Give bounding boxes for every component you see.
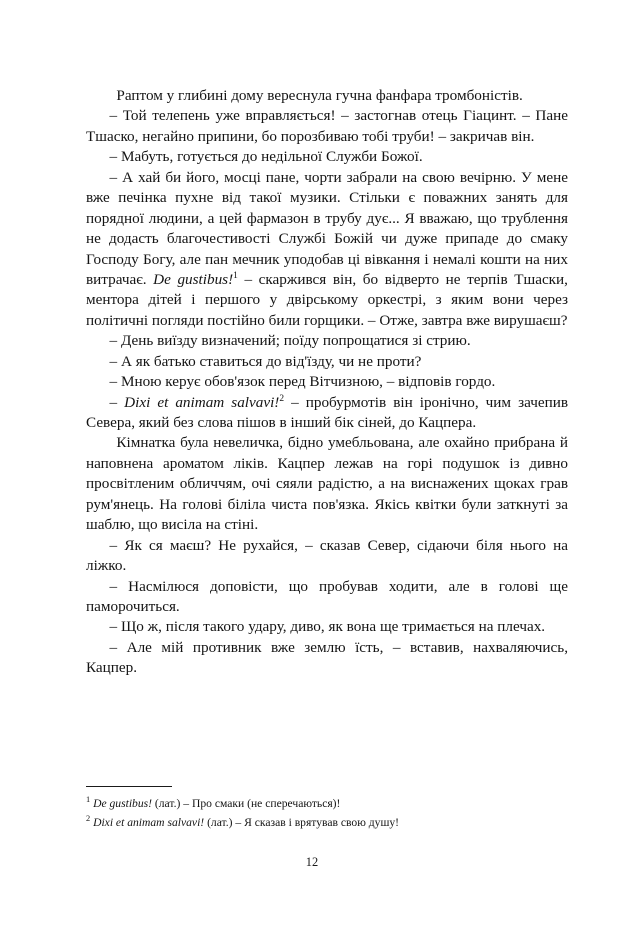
body-paragraph: – А як батько ставиться до від'їзду, чи не проти? (109, 352, 422, 370)
body-paragraph: Кімнатка була невеличка, бідно умебльована, але охайно прибрана й наповнена ароматом ліків. Кацпер лежав на горі подушок із дивно просвітленим обличчям, очі сяяли радістю, а на виснажених щоках грав рум'янець. На голові біліла чиста пов'язка. Якісь квітки були заткнуті за шаблю, що висіла на стіні. (86, 434, 568, 534)
italic-phrase: Dixi et animam salvavi! (124, 393, 280, 411)
body-paragraph: Раптом у глибині дому вереснула гучна фанфара тромбоністів. (116, 87, 523, 104)
page-number: 12 (305, 855, 319, 869)
body-paragraph: – Насмілюся доповісти, що пробував ходити, але в голові ще паморочиться. (86, 577, 568, 615)
body-paragraph: – Мабуть, готується до недільної Служби Божої. (109, 148, 423, 166)
body-paragraph: – А хай би його, мосці пане, чорти забрали на свою вечірню. У мене вже печінка пухне від такої музики. Стільки є поважних занять для порядної людини, а цей фармазон в трубу дує... Я вважаю, що трублення не додасть благочестивості Службі Божій чи дуже припаде до смаку Господу Богу, але пан мечник уподобав ці вівкання і немалі кошти на них витрачає. De gustibus!$^1$ – скаржився він, бо відверто не терпів Тшаски, ментора дітей і першого у двірському оркестрі, з яким вони через політичні погляди постійно били горщики. – Отже, завтра вже вирушаєш? (86, 168, 568, 329)
italic-phrase: Dixi et animam salvavi! (93, 816, 205, 830)
body-paragraph: – Той телепень уже вправляється! – застогнав отець Гіацинт. – Пане Тшаско, негайно припини, бо порозбиваю тобі труби! – закричав він. (86, 107, 568, 145)
body-paragraph: – Що ж, після такого удару, диво, як вона ще тримається на плечах. (109, 618, 546, 636)
page-body (86, 86, 568, 679)
footnote-marker[interactable]: 1 (233, 270, 238, 281)
body-paragraph: – Мною керує обов'язок перед Вітчизною, – відповів гордо. (109, 373, 496, 391)
footnote-item: $^2$ Dixi et animam salvavi! (лат.) – Я сказав і врятував свою душу! (86, 814, 400, 830)
body-paragraph: – Як ся маєш? Не рухайся, – сказав Север, сідаючи біля нього на ліжко. (86, 536, 568, 575)
footnote-item-marker: 2 (86, 814, 91, 824)
italic-phrase: De gustibus! (153, 270, 234, 288)
body-paragraph: – Dixi et animam salvavi!$^2$ – пробурмотів він іронічно, чим зачепив Севера, який без слова пішов в інший бік сіней, до Кацпера. (86, 393, 569, 431)
footnote-item: $^1$ De gustibus! (лат.) – Про смаки (не сперечаються)! (86, 795, 341, 810)
footnote-section (86, 786, 568, 835)
footnote-marker[interactable]: 2 (279, 393, 285, 404)
footnote-item-marker: 1 (86, 795, 91, 805)
footnote-separator-rule (86, 786, 172, 787)
body-paragraph: – День виїзду визначений; поїду попрощатися зі стрию. (109, 332, 471, 350)
italic-phrase: De gustibus! (93, 797, 153, 810)
footnote-list (86, 796, 568, 832)
body-paragraph: – Але мій противник вже землю їсть, – вставив, нахваляючись, Кацпер. (86, 638, 568, 677)
